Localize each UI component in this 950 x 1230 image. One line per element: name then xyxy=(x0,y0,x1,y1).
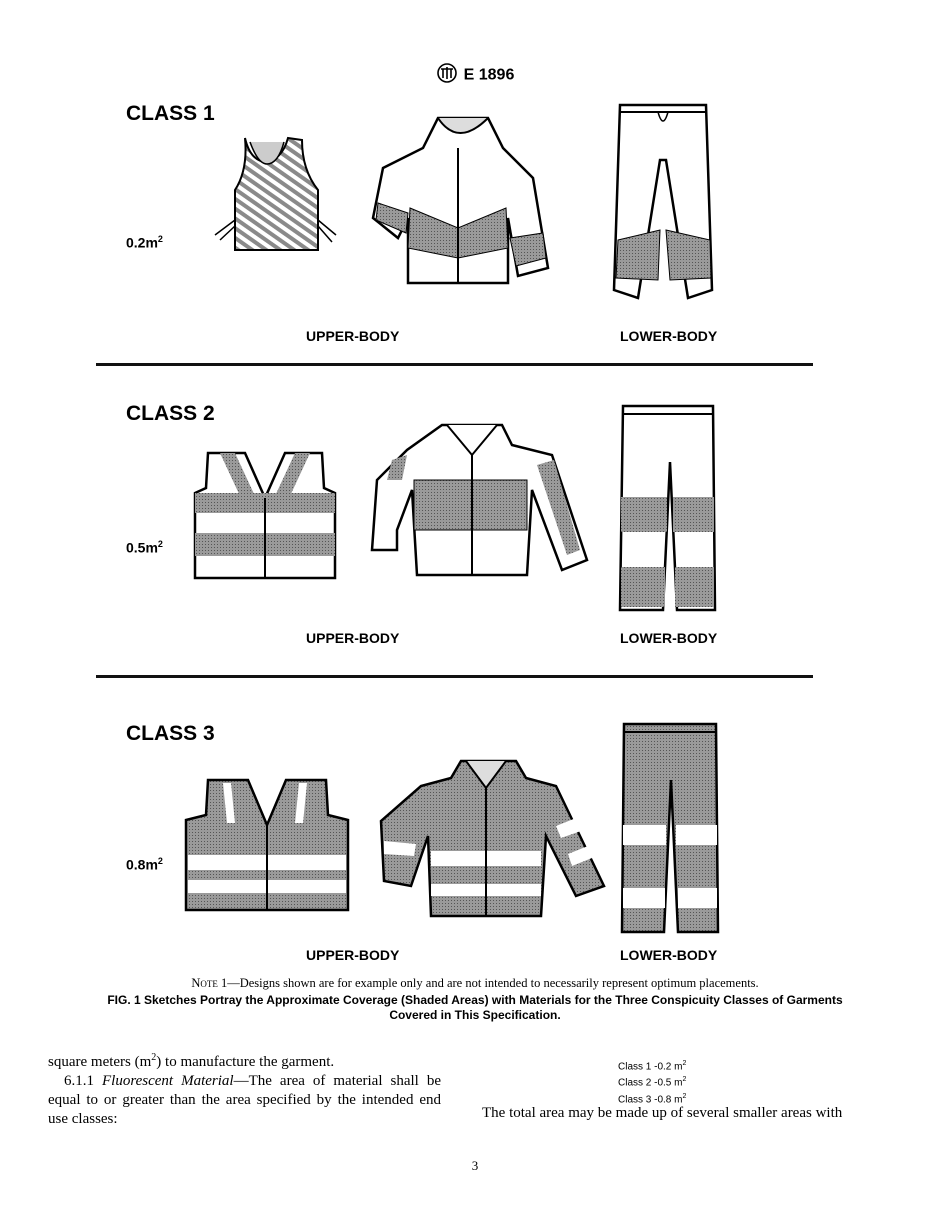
class-2-pants-sketch xyxy=(615,402,725,614)
page-header xyxy=(0,62,950,89)
class-divider-2 xyxy=(96,675,813,678)
class-area-list xyxy=(618,1057,686,1106)
class-area-item: Class 1 -0.2 $m^2$ xyxy=(618,1060,687,1073)
class-1-upper-label: UPPER-BODY xyxy=(306,328,400,344)
figure-caption: FIG. 1 Sketches Portray the Approximate Coverage (Shaded Areas) with Materials for the Three Conspicuity Classes of Garments Covered in This Specification. xyxy=(107,993,843,1022)
body-paragraph-2: 6.1.1 Fluorescent Material—The area of material shall be equal to or greater than the area specified by the intended end use classes: xyxy=(48,1073,441,1127)
class-3-upper-label: UPPER-BODY xyxy=(306,947,400,963)
class-1-jacket-sketch xyxy=(368,108,558,293)
class-2-area: $0.5m^2$ xyxy=(126,539,163,556)
class-1-pants-sketch xyxy=(608,100,718,315)
class-2-jacket-sketch xyxy=(362,420,592,582)
class-1-vest-sketch xyxy=(210,130,340,260)
class-divider-1 xyxy=(96,363,813,366)
class-2-lower-label: LOWER-BODY xyxy=(620,630,718,646)
body-right-text: The total area may be made up of several smaller areas with xyxy=(482,1105,843,1121)
class-area-item: Class 3 -0.8 $m^2$ xyxy=(618,1092,687,1105)
class-1-area: $0.2m^2$ xyxy=(126,234,163,251)
class-3-area: $0.8m^2$ xyxy=(126,856,163,873)
class-1-title: CLASS 1 xyxy=(126,102,215,125)
body-left-column xyxy=(48,1048,441,1129)
body-paragraph-1: square meters $(m^2)$ to manufacture the garment. xyxy=(48,1052,335,1070)
standard-designation: E 1896 xyxy=(463,66,515,84)
class-area-item: Class 2 -0.5 $m^2$ xyxy=(618,1076,687,1089)
class-3-pants-sketch xyxy=(618,720,723,935)
class-3-vest-sketch xyxy=(183,775,351,913)
class-1-lower-label: LOWER-BODY xyxy=(620,328,718,344)
class-2-upper-label: UPPER-BODY xyxy=(306,630,400,646)
page-number: 3 xyxy=(471,1158,479,1173)
class-2-vest-sketch xyxy=(190,448,340,583)
astm-logo-icon xyxy=(436,62,458,89)
class-3-lower-label: LOWER-BODY xyxy=(620,947,718,963)
class-3-jacket-sketch xyxy=(376,756,606,921)
figure-note: Note 1—Designs shown are for example only and are not intended to necessarily represent optimum placements. xyxy=(191,976,759,990)
class-3-title: CLASS 3 xyxy=(126,722,215,745)
class-2-title: CLASS 2 xyxy=(126,402,215,425)
